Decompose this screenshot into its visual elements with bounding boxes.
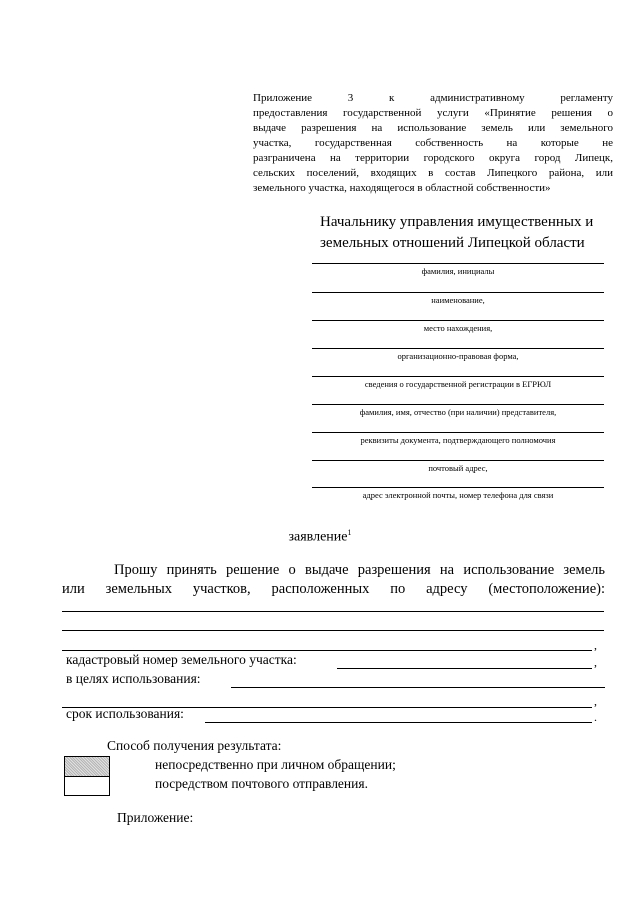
line-comma: , [594,694,597,708]
appendix-line: сельских поселений, входящих в состав Липецкого района, или [253,167,613,179]
cadastral-input-line[interactable] [337,668,592,669]
applicant-field-line[interactable] [312,292,604,293]
applicant-field-line[interactable] [312,348,604,349]
option-by-mail: посредством почтового отправления. [155,776,368,791]
field-caption: организационно-правовая форма, [397,351,519,361]
line-period: . [594,710,597,724]
field-caption: фамилия, инициалы [421,266,495,276]
appendix-line: предоставления государственной услуги «Принятие решения о [253,107,613,119]
document-title [0,528,640,546]
field-caption: место нахождения, [423,323,493,333]
field-caption: адрес электронной почты, номер телефона для связи [362,490,554,500]
result-method-checkboxes [64,756,110,796]
applicant-field-line[interactable] [312,404,604,405]
line-comma: , [594,655,597,669]
addressee [320,212,593,254]
address-line[interactable] [62,650,592,651]
applicant-field-line[interactable] [312,460,604,461]
address-line[interactable] [62,630,604,631]
title-text: заявление [288,529,348,545]
field-caption: почтовый адрес, [428,463,488,473]
purpose-input-line[interactable] [231,687,605,688]
applicant-field-line[interactable] [312,487,604,488]
appendix-line: Приложение 3 к административному регламенту [253,92,613,104]
cadastral-label: кадастровый номер земельного участка: [66,652,297,667]
appendix-line: участка, государственная собственность на которые не [253,137,613,149]
applicant-field-line[interactable] [312,432,604,433]
request-line: Прошу принять решение о выдаче разрешения на использование земель [114,562,605,578]
address-line[interactable] [62,611,604,612]
appendix-line: земельного участка, находящегося в областной собственности» [253,182,551,194]
appendix-reference [253,91,613,196]
result-method-heading: Способ получения результата: [107,738,282,753]
request-line: или земельных участков, расположенных по адресу (местоположение): [62,581,605,597]
appendix-line: выдаче разрешения на использование земель или земельного [253,122,613,134]
field-caption: фамилия, имя, отчество (при наличии) представителя, [359,407,557,417]
addressee-line: Начальнику управления имущественных и [320,214,594,230]
term-input-line[interactable] [205,722,592,723]
term-label: срок использования: [66,706,184,721]
addressee-line: земельных отношений Липецкой области [320,235,585,251]
checkbox-divider [65,776,109,777]
field-caption: сведения о государственной регистрации в ЕГРЮЛ [364,379,552,389]
applicant-field-line[interactable] [312,263,604,264]
applicant-field-line[interactable] [312,320,604,321]
title-footnote: 1 [347,528,352,537]
field-caption: наименование, [431,295,485,305]
appendix-line: разграничена на территории городского округа город Липецк, [253,152,613,164]
option-in-person: непосредственно при личном обращении; [155,757,396,772]
applicant-field-line[interactable] [312,376,604,377]
purpose-label: в целях использования: [66,671,201,686]
attachment-label: Приложение: [117,810,194,825]
field-caption: реквизиты документа, подтверждающего полномочия [360,435,556,445]
in-person-checkbox[interactable] [65,757,109,776]
line-comma: , [594,638,597,652]
